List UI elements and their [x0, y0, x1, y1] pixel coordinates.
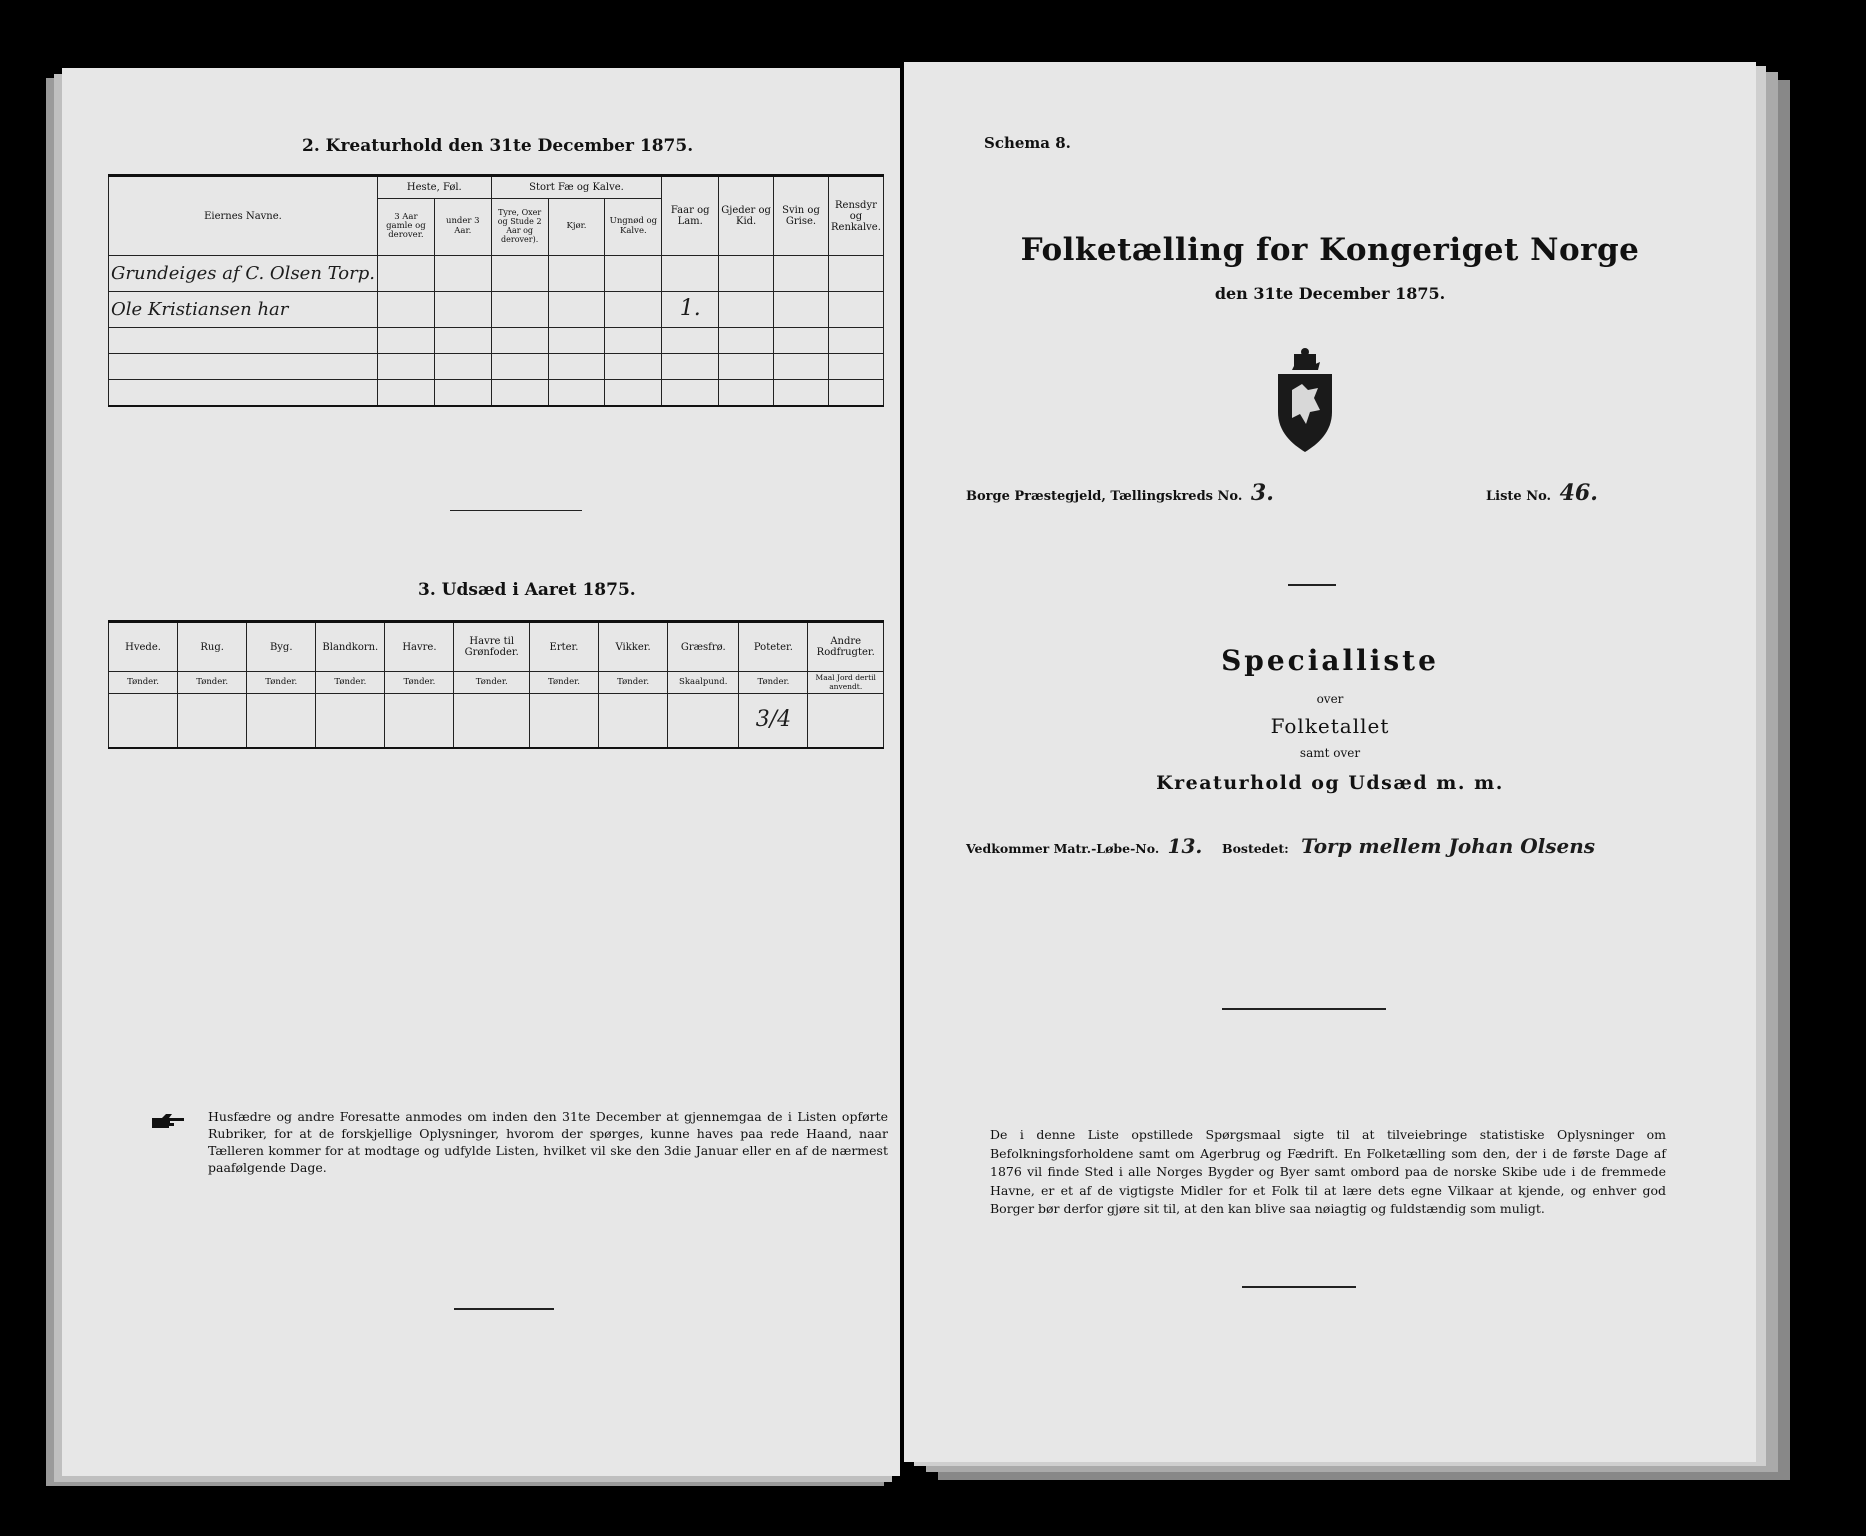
pigs-header: Svin og Grise. [774, 176, 829, 256]
bostedet-value: Torp mellem Johan Olsens [1301, 834, 1596, 858]
reindeer-header: Rensdyr og Renkalve. [828, 176, 883, 256]
section-3-title: 3. Udsæd i Aaret 1875. [418, 580, 636, 600]
over-label: over [1316, 692, 1344, 706]
matr-number: 13. [1167, 834, 1203, 858]
left-page [62, 68, 900, 1476]
crop-header: Vikker. [599, 622, 668, 672]
crop-header: Poteter. [739, 622, 808, 672]
bulls-header: Tyre, Oxer og Stude 2 Aar og derover). [491, 198, 548, 255]
crops-table [108, 620, 884, 749]
crop-header: Græsfrø. [668, 622, 739, 672]
samt-over-label: samt over [1299, 746, 1361, 760]
goats-header: Gjeder og Kid. [719, 176, 774, 256]
liste-label: Liste No. [1486, 489, 1552, 504]
list-number-line [1486, 480, 1598, 506]
crop-header: Havre til Grønfoder. [454, 622, 529, 672]
cows-header: Kjør. [548, 198, 605, 255]
livestock-table [108, 174, 884, 407]
divider [1222, 1008, 1386, 1010]
owner-name: Ole Kristiansen har [111, 298, 289, 320]
crop-unit: Maal Jord dertil anvendt. [808, 672, 884, 694]
matrikkel-line [966, 834, 1202, 858]
calves-header: Ungnød og Kalve. [605, 198, 662, 255]
cattle-header: Stort Fæ og Kalve. [491, 176, 662, 199]
crop-unit: Tønder. [599, 672, 668, 694]
owner-cell [109, 292, 378, 328]
crop-header: Blandkorn. [316, 622, 385, 672]
notice-text: Husfædre og andre Foresatte anmodes om inden den 31te December at gjennemgaa de i Listen opførte Rubriker, for at de forskjellige Oplysninger, hvorom der spørges, kunne haves paa rede Haand, naar Tælleren kommer for at modtage og udfylde Listen, hvilket vil ske den 3die Januar eller en af de nærmest paafølgende Dage. [208, 1109, 888, 1175]
norwegian-lion-crest-icon [1270, 344, 1340, 454]
horses-3yr-header: 3 Aar gamle og derover. [377, 198, 434, 255]
divider [1242, 1286, 1356, 1288]
bostedet-label: Bostedet: [1222, 841, 1289, 856]
section-2-title: 2. Kreaturhold den 31te December 1875. [302, 136, 694, 156]
owner-name: Grundeiges af C. Olsen Torp. [111, 262, 375, 284]
owner-header: Eiernes Navne. [109, 176, 378, 256]
divider [450, 510, 582, 511]
sheep-header: Faar og Lam. [662, 176, 719, 256]
matr-label: Vedkommer Matr.-Løbe-No. [966, 841, 1160, 856]
horses-header: Heste, Føl. [377, 176, 491, 199]
crop-unit: Skaalpund. [668, 672, 739, 694]
bosted-line [1222, 834, 1595, 858]
specialliste-title: Specialliste [1221, 644, 1439, 677]
district-line [966, 480, 1274, 506]
crop-header: Byg. [247, 622, 316, 672]
crop-header: Hvede. [109, 622, 178, 672]
schema-label: Schema 8. [984, 134, 1071, 152]
crop-unit: Tønder. [529, 672, 598, 694]
potato-amount: 3/4 [755, 707, 792, 733]
horses-under3-header: under 3 Aar. [434, 198, 491, 255]
crop-unit: Tønder. [178, 672, 247, 694]
divider [454, 1308, 554, 1310]
crop-unit: Tønder. [247, 672, 316, 694]
census-title: Folketælling for Kongeriget Norge [1020, 232, 1640, 268]
crop-unit: Tønder. [385, 672, 454, 694]
owner-cell [109, 256, 378, 292]
crop-header: Havre. [385, 622, 454, 672]
divider [1288, 584, 1336, 586]
folketallet-label: Folketallet [1270, 714, 1390, 738]
crop-header: Rug. [178, 622, 247, 672]
crop-unit: Tønder. [739, 672, 808, 694]
liste-number: 46. [1559, 480, 1598, 506]
footer-text: De i denne Liste opstillede Spørgsmaal sigte til at tilveiebringe statistiske Oplysninger om Befolkningsforholdene samt om Agerbrug og Fædrift. En Folketælling som den, der i de første Dage af 1876 vil finde Sted i alle Norges Bygder og Byer samt ombord paa de norske Skibe ude i de fremmede Havne, er et af de vigtigste Midler for et Folk til at lære dets egne Vilkaar at kjende, og enhver god Borger bør derfor gjøre sit til, at den kan blive saa nøiagtig og fuldstændig som muligt. [990, 1127, 1666, 1216]
sheep-count: 1. [679, 296, 701, 322]
crop-unit: Tønder. [316, 672, 385, 694]
pointing-hand-icon [150, 1112, 186, 1132]
right-page [904, 62, 1756, 1462]
crop-header: Erter. [529, 622, 598, 672]
crop-unit: Tønder. [109, 672, 178, 694]
kreaturhold-label: Kreaturhold og Udsæd m. m. [1156, 772, 1504, 794]
crop-unit: Tønder. [454, 672, 529, 694]
crop-header: Andre Rodfrugter. [808, 622, 884, 672]
census-date: den 31te December 1875. [1214, 284, 1446, 303]
prestegjeld-label: Borge Præstegjeld, Tællingskreds No. [966, 489, 1243, 504]
tellingskreds-number: 3. [1250, 480, 1274, 506]
